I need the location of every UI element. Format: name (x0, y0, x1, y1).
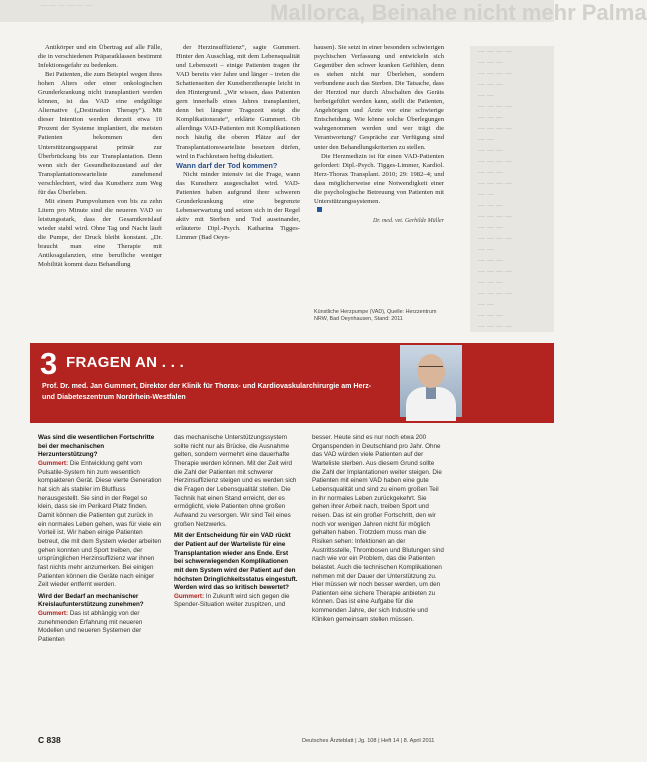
sidebar-line: — — — — (478, 235, 512, 242)
interview-answer (174, 434, 298, 529)
top-strip-headline: Mallorca, Beinahe nicht mehr Palma (270, 0, 647, 25)
journal-citation: Deutsches Ärzteblatt | Jg. 108 | Heft 14 | 8. April 2011 (302, 738, 435, 744)
sidebar-line: — — — — (478, 48, 512, 55)
sidebar-line: — — — (478, 257, 503, 264)
interview-banner (30, 343, 554, 423)
portrait-tie (426, 387, 436, 399)
answer-speaker: Gummert: (174, 592, 205, 600)
answer-speaker: Gummert: (38, 459, 69, 467)
adjacent-page-sidebar (470, 46, 554, 332)
page-number: C 838 (38, 735, 61, 745)
article-paragraph: hausen). Sie setzt in einer besonders schwierigen psychischen Verfassung und entwickeln sich Gegenüber den schwer kranken Gefühlen, denn es stehen nicht nur Überleben, sondern verbundene auch das Sterben. Die Tatsache, dass der Herztod nur durch Abschalten des Geräts herbeigeführt werden kann, stellt die Patienten, Angehörigen und Ärzte vor eine schwierige Entscheidung. Wie könne solche Überlegungen wahrgenommen werden und wer trägt die Verantwortung? Gespräche zur Verfügung sind unter den Behandlungskriterien zu stellen. (314, 44, 444, 151)
article-column-3 (314, 43, 444, 226)
article-column-2 (176, 43, 300, 242)
sidebar-line: — — — — (478, 158, 512, 165)
article-paragraph: Antikörper und ein Übertrag auf alle Fälle, die in verschiedenen Präparatklassen bestimmt Infektionsgefahr zu bedenken. (38, 44, 162, 70)
sidebar-line: — — (478, 191, 494, 198)
article-author: Dr. med. vet. Gerhilde Müller (372, 217, 444, 224)
answer-text: In Zukunft wird sich gegen die Spender-Situation weiter zuspitzen, und (174, 592, 290, 609)
portrait-glasses (419, 366, 443, 372)
sidebar-line: — — — — (478, 290, 512, 297)
interview-answer (174, 593, 298, 610)
section-subheading: Wann darf der Tod kommen? (176, 160, 278, 170)
sidebar-line: — — — (478, 279, 503, 286)
interview-column-1 (38, 434, 162, 645)
portrait-photo (400, 345, 462, 417)
sidebar-line: — — — — (478, 70, 512, 77)
sidebar-line: — — — (478, 224, 503, 231)
end-square-icon (317, 207, 322, 212)
interview-question: Mit der Entscheidung für ein VAD rückt der Patient auf der Warteliste für eine Transplantation wieder ans Ende. Erst bei schwerwiegenden Komplikationen mit dem System wird der Patient auf den höchsten Dringlichkeitsstatus eingestuft. Werden wird das so kritisch bewertet? (174, 532, 298, 592)
article-paragraph: der Herzinsuffizienz“, sagte Gummert. Hinter den Ausschlag, mit dem Lebensqualität und Lebenszeit – einige Patienten tragen ihr VAD bereits vier Jahre und länger – treten die Schattenseiten der Kunstherztherapie leicht in den Hintergrund. „Wir wissen, dass Patienten gern innerhalb eines Jahres transplantiert, denn bei längerer Tragezeit steigt die Komplikationsrate“, erklärte Gummert. Ob allerdings VAD-Patienten mit Komplikationen noch häufig die oberen Plätze auf der Transplantationswarteliste besetzen dürfen, wird in Fachkreisen heftig diskutiert. (176, 44, 300, 160)
sidebar-line: — — (478, 136, 494, 143)
answer-text: das mechanische Unterstützungssystem sollte nicht nur als Brücke, die Ausnahme gelten, sondern vermehrt eine dauerhafte Therapie werden können. Mit der Zeit wird die Zahl der Patienten mit schwerer Herzinsuffizienz steigen und es werden sich die Fragen der Lebensqualität stellen. Die Technik hat einen Stand erreicht, der es ermöglicht, viele Patienten ohne großen Aufwand zu versorgen. Wir sind Teil eines großen Netzwerks. (174, 434, 297, 528)
interview-answer (312, 434, 444, 624)
sidebar-line: — — (478, 301, 494, 308)
sidebar-line: — — (478, 92, 494, 99)
interview-question: Wird der Bedarf an mechanischer Kreislaufunterstützung zunehmen? (38, 592, 144, 609)
sidebar-line: — — — (478, 59, 503, 66)
article-paragraph: Mit einem Pumpvolumen von bis zu zehn Litern pro Minute sind die neueren VAD so leistungsstark, dass der Gesamtkreislauf wieder stabil wird. Ohne Tag und Nacht läuft die Pumpe, der Druck bleibt konstant. „Dr. braucht man eine Therapie mit Antikoagulanzien, eine berufliche weniger Mobilität kommt dazu Behandlung (38, 197, 162, 269)
photo-caption: Künstliche Herzpumpe (VAD), Quelle: Herzzentrum NRW, Bad Oeynhausen, Stand: 2011 (314, 309, 437, 322)
answer-text: Die Entwicklung geht vom Pulsatile-System hin zum wesentlich kompakteren Gerät. Diese vierte Generation hat sich als stabiler im Blutfluss herausgestellt. Sie sind in der Regel so klein, dass sie im Perikard Platz finden. Damit können die Patienten gut zurück in ein normales Leben gehen, was für viele ein Vorteil ist. Wir haben einige Patienten betreut, die mit dem System wieder arbeiten gehen konnten und Sport treiben, der ursprünglichen Herzinsuffizienz war ihnen fast nichts mehr anzumerken. Bei einigen Patienten können die Geräte nach einiger Zeit wieder entfernt werden. (38, 459, 162, 589)
sidebar-line: — — — — (478, 103, 512, 110)
interview-answer (38, 610, 162, 645)
sidebar-line: — — — — (478, 268, 512, 275)
answer-speaker: Gummert: (38, 610, 69, 618)
sidebar-line: — — — (478, 169, 503, 176)
sidebar-line: — — — (478, 81, 503, 88)
article-paragraph: Die Herzmedizin ist für einen VAD-Patienten gefordert: Dipl.-Psych. Tigges-Limmer, Kardiol. Herz-Thorax Transplant. 2010; 29: 1982–4; und dass möglicherweise eine Notwendigkeit einer die psychologische Betreuung von Patienten mit Unterstützungssystemen. (314, 152, 444, 205)
sidebar-line: — — — — (478, 180, 512, 187)
sidebar-line: — — — (478, 312, 503, 319)
sidebar-line: — — — (478, 202, 503, 209)
interview-question: Was sind die wesentlichen Fortschritte bei der mechanischen Herzunterstützung? (38, 434, 155, 459)
banner-headline: FRAGEN AN . . . (66, 354, 185, 371)
sidebar-line: — — — (478, 147, 503, 154)
sidebar-line: — — — — (478, 125, 512, 132)
interview-column-2 (174, 434, 298, 610)
article-paragraph: Bei Patienten, die zum Beispiel wegen ihres hohen Alters oder einer onkologischen Grunderkrankung nicht transplantiert werden können, ist das VAD eine endgültige Alternative („Destination Therapy“). Mit dieser Intention werden derzeit etwa 10 Prozent der Systeme implantiert, die meisten Patienten bekommen den Unterstützungsapparat primär zur Überbrückung bis zur Transplantation. Denn wenn sich der Gesundheitszustand auf der Transplantationswarteliste zunehmend verschlechtert, wird das Kunstherz zum Weg für das Überleben. (38, 71, 162, 196)
interview-answer (38, 460, 162, 590)
banner-number: 3 (40, 346, 58, 381)
interview-column-3 (312, 434, 444, 624)
end-marker (314, 206, 444, 215)
banner-subtitle: Prof. Dr. med. Jan Gummert, Direktor der Klinik für Thorax- und Kardiovaskularchirurgie am Herz- und Diabeteszentrum Nordrhein-Westfalen (42, 382, 372, 401)
sidebar-line: — — — — (478, 323, 512, 330)
answer-text: Das ist abhängig von der zunehmenden Erfahrung mit neueren Modellen und neueren Systemen der Patienten (38, 610, 143, 644)
top-strip-left-text: — — — — — — (40, 2, 92, 9)
sidebar-line: — — — (478, 114, 503, 121)
answer-text: besser. Heute sind es nur noch etwa 200 Organspenden in Deutschland pro Jahr. Ohne das VAD würden viele Patienten auf der Warteliste sterben. Aus diesem Grund sollte die Zahl der Implantationen weiter steigen. Die Patienten mit einem VAD haben eine gute Lebensqualität und sind zu einem großen Teil in ihr normales Leben zurückgekehrt. Sie gehen ihrer Arbeit nach, treiben Sport und reisen. Das ist ein großer Fortschritt, den wir noch vor wenigen Jahren nicht für möglich gehalten haben. Trotzdem muss man die Risiken sehen: Infektionen an der Austrittsstelle, Thrombosen und Blutungen sind nach wie vor ein Problem, das die Patienten belastet. Auch die technischen Komplikationen nehmen mit der Dauer der Unterstützung zu. Hier müssen wir noch besser werden, um den Patienten eine sichere Therapie anbieten zu können. Das ist eine Aufgabe für die kommenden Jahre, der sich Industrie und Kliniken gemeinsam stellen müssen. (312, 434, 444, 623)
article-column-1 (38, 43, 162, 269)
sidebar-line: — — — — (478, 213, 512, 220)
top-strip (0, 0, 647, 25)
article-paragraph: Nicht minder intensiv ist die Frage, wann das Kunstherz ausgeschaltet wird. VAD-Patienten haben aufgrund ihrer schweren Grunderkrankung eine begrenzte Lebenserwartung und setzen sich in der Regel aktiv mit Sterben und Tod auseinander, erläuterte Dipl.-Psych. Katharina Tigges-Limmer (Bad Oeyn- (176, 170, 300, 241)
sidebar-line: — — (478, 246, 494, 253)
